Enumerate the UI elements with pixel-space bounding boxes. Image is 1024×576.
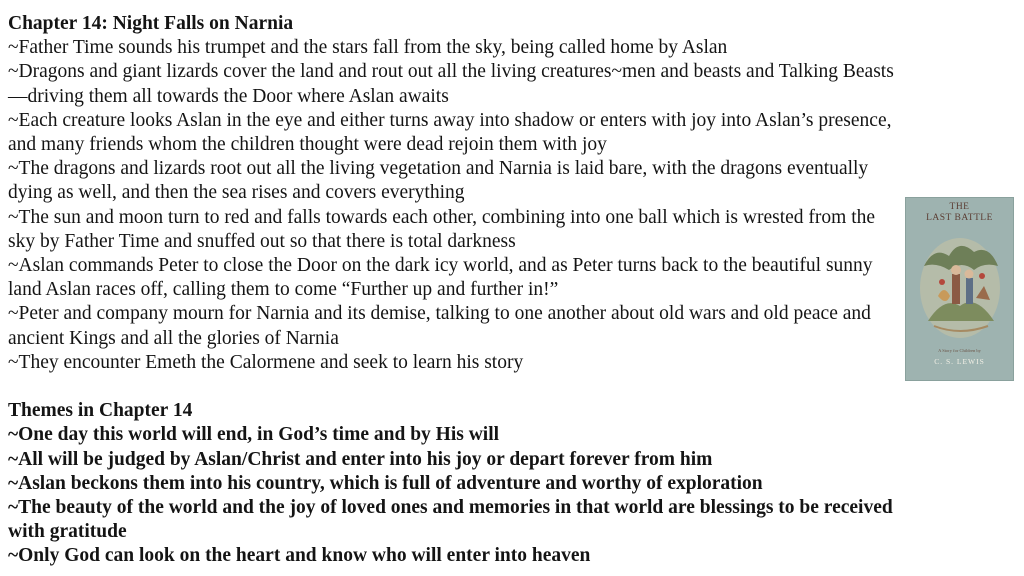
chapter-point: ~The dragons and lizards root out all the living vegetation and Narnia is laid bare, with the dragons eventually dying as well, and then the sea rises and covers everything bbox=[8, 158, 869, 204]
cover-author: C. S. LEWIS bbox=[934, 357, 985, 366]
cover-title-line: THE bbox=[949, 202, 970, 212]
chapter-point: ~Peter and company mourn for Narnia and its demise, talking to one another about old wars and old peace and ancient Kings and all the glories of Narnia bbox=[8, 303, 871, 349]
cover-title-line: LAST BATTLE bbox=[926, 213, 993, 223]
text-block bbox=[8, 12, 900, 569]
theme-point: ~Aslan beckons them into his country, which is full of adventure and worthy of exploration bbox=[8, 472, 763, 494]
book-cover-image bbox=[905, 197, 1014, 381]
chapter-point: ~Each creature looks Aslan in the eye and either turns away into shadow or enters with joy into Aslan’s presence, and many friends whom the children thought were dead rejoin them with joy bbox=[8, 109, 892, 156]
theme-point: ~One day this world will end, in God’s time and by His will bbox=[8, 424, 500, 446]
cover-title bbox=[906, 202, 1013, 224]
themes-heading: Themes in Chapter 14 bbox=[8, 400, 193, 422]
section-spacer bbox=[8, 375, 900, 399]
chapter-point: ~Dragons and giant lizards cover the land and rout out all the living creatures~men and beasts and Talking Beasts—driving them all towards the Door where Aslan awaits bbox=[8, 61, 894, 107]
chapter-point: ~They encounter Emeth the Calormene and seek to learn his story bbox=[8, 351, 524, 373]
chapter-point: ~The sun and moon turn to red and falls towards each other, combining into one ball which is wrested from the sky by Father Time and snuffed out so that there is total darkness bbox=[8, 206, 876, 252]
chapter-heading: Chapter 14: Night Falls on Narnia bbox=[8, 13, 294, 34]
theme-point: ~The beauty of the world and the joy of loved ones and memories in that world are blessings to be received with gratitude bbox=[8, 497, 893, 543]
chapter-point: ~Aslan commands Peter to close the Door on the dark icy world, and as Peter turns back to the beautiful sunny land Aslan races off, calling them to come “Further up and further in!” bbox=[8, 255, 873, 301]
cover-subtitle: A Story for Children by bbox=[938, 348, 981, 353]
chapter-point: ~Father Time sounds his trumpet and the stars fall from the sky, being called home by Aslan bbox=[8, 37, 728, 59]
cover-illustration bbox=[914, 226, 1007, 346]
theme-point: ~Only God can look on the heart and know who will enter into heaven bbox=[8, 545, 591, 567]
theme-point: ~All will be judged by Aslan/Christ and enter into his joy or depart forever from him bbox=[8, 448, 713, 470]
